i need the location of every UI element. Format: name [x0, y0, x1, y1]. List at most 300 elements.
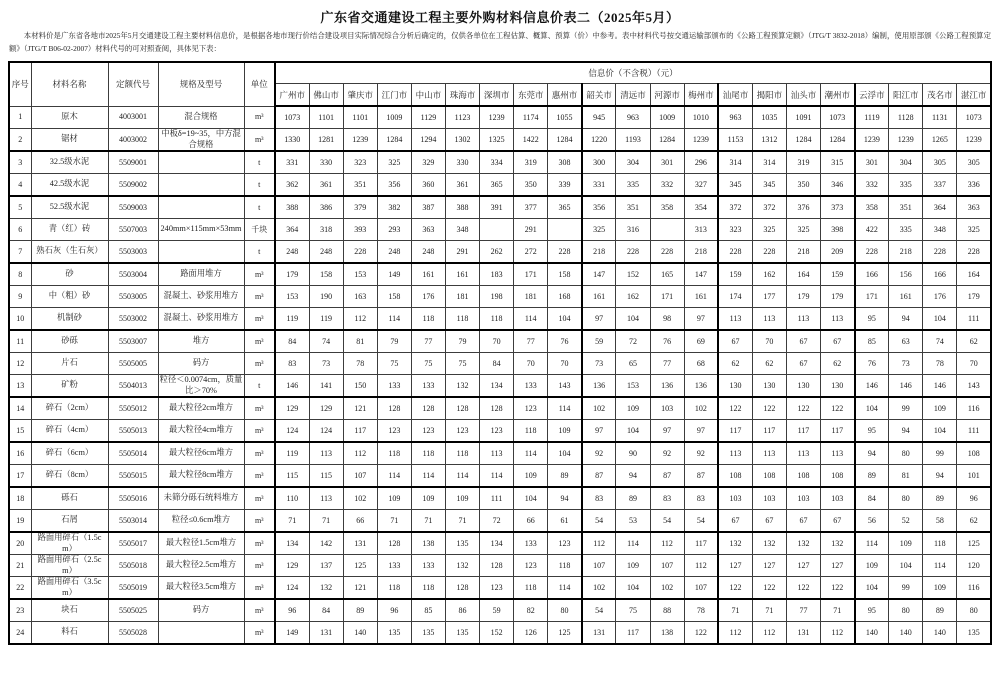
code-cell: 5505016	[108, 487, 158, 510]
price-cell: 83	[582, 487, 616, 510]
unit-cell: m³	[244, 286, 275, 308]
price-cell: 163	[343, 286, 377, 308]
price-cell: 164	[957, 263, 991, 286]
price-cell: 123	[480, 420, 514, 443]
seq-cell: 10	[9, 308, 31, 331]
price-cell: 364	[923, 196, 957, 219]
price-cell: 228	[957, 241, 991, 264]
price-cell: 334	[480, 151, 514, 174]
table-row	[9, 555, 991, 577]
price-cell: 156	[889, 263, 923, 286]
price-cell: 1294	[411, 129, 445, 152]
seq-cell: 17	[9, 465, 31, 488]
price-cell: 89	[923, 487, 957, 510]
price-cell: 118	[411, 577, 445, 600]
price-cell: 1035	[752, 106, 786, 129]
price-cell: 132	[786, 532, 820, 555]
price-cell: 108	[957, 442, 991, 465]
price-cell: 102	[343, 487, 377, 510]
price-cell: 87	[650, 465, 684, 488]
seq-cell: 20	[9, 532, 31, 555]
price-cell: 118	[377, 442, 411, 465]
price-cell: 63	[889, 330, 923, 353]
price-cell: 1239	[957, 129, 991, 152]
spec-cell: 码方	[158, 599, 244, 622]
price-cell: 71	[309, 510, 343, 533]
table-row	[9, 330, 991, 353]
price-cell: 147	[684, 263, 718, 286]
price-cell: 104	[923, 308, 957, 331]
price-cell: 84	[309, 599, 343, 622]
price-cell: 1128	[889, 106, 923, 129]
price-cell: 218	[684, 241, 718, 264]
price-cell: 146	[889, 375, 923, 398]
spec-cell: 路面用堆方	[158, 263, 244, 286]
price-cell: 114	[445, 465, 479, 488]
col-header-code: 定额代号	[108, 62, 158, 106]
price-cell: 153	[343, 263, 377, 286]
price-cell: 325	[786, 219, 820, 241]
price-cell: 67	[718, 510, 752, 533]
price-cell: 117	[684, 532, 718, 555]
price-cell: 118	[445, 442, 479, 465]
price-cell: 165	[650, 263, 684, 286]
price-cell: 125	[548, 622, 582, 645]
price-cell: 147	[582, 263, 616, 286]
price-cell: 331	[275, 151, 309, 174]
price-cell: 67	[821, 330, 855, 353]
price-cell: 67	[786, 510, 820, 533]
price-cell: 131	[343, 532, 377, 555]
price-cell: 131	[582, 622, 616, 645]
price-cell: 1009	[650, 106, 684, 129]
price-cell: 118	[923, 532, 957, 555]
price-cell: 89	[548, 465, 582, 488]
price-cell: 77	[786, 599, 820, 622]
table-row	[9, 599, 991, 622]
price-cell: 65	[616, 353, 650, 375]
price-cell: 61	[548, 510, 582, 533]
price-cell: 177	[752, 286, 786, 308]
material-name-cell: 料石	[31, 622, 108, 645]
price-cell: 179	[957, 286, 991, 308]
price-cell: 1312	[752, 129, 786, 152]
price-cell: 54	[684, 510, 718, 533]
material-name-cell: 砂砾	[31, 330, 108, 353]
price-cell: 358	[855, 196, 889, 219]
price-cell: 362	[275, 174, 309, 197]
code-cell: 5505005	[108, 353, 158, 375]
spec-cell	[158, 241, 244, 264]
price-cell: 112	[821, 622, 855, 645]
price-cell: 131	[786, 622, 820, 645]
price-cell: 301	[650, 151, 684, 174]
unit-cell: m³	[244, 510, 275, 533]
code-cell: 4003002	[108, 129, 158, 152]
price-cell: 351	[889, 196, 923, 219]
price-cell: 62	[718, 353, 752, 375]
price-cell: 308	[548, 151, 582, 174]
price-cell: 363	[957, 196, 991, 219]
price-cell: 158	[309, 263, 343, 286]
spec-cell	[158, 151, 244, 174]
price-cell: 96	[957, 487, 991, 510]
price-cell: 94	[548, 487, 582, 510]
price-cell: 84	[855, 487, 889, 510]
material-name-cell: 路面用碎石（2.5cm）	[31, 555, 108, 577]
price-cell: 218	[889, 241, 923, 264]
price-cell: 120	[957, 555, 991, 577]
price-cell: 128	[480, 397, 514, 420]
price-cell: 67	[786, 353, 820, 375]
price-cell: 335	[889, 174, 923, 197]
price-cell: 325	[752, 219, 786, 241]
price-cell: 164	[786, 263, 820, 286]
price-cell: 109	[889, 532, 923, 555]
table-body	[9, 106, 991, 644]
price-cell: 72	[616, 330, 650, 353]
price-cell: 132	[752, 532, 786, 555]
price-cell: 325	[582, 219, 616, 241]
price-cell: 136	[684, 375, 718, 398]
price-cell: 131	[309, 622, 343, 645]
price-cell: 332	[855, 174, 889, 197]
price-cell: 132	[718, 532, 752, 555]
price-cell: 314	[718, 151, 752, 174]
price-cell: 300	[582, 151, 616, 174]
price-cell: 1302	[445, 129, 479, 152]
price-cell: 142	[309, 532, 343, 555]
price-cell: 171	[514, 263, 548, 286]
price-cell: 161	[684, 286, 718, 308]
price-cell: 119	[275, 442, 309, 465]
city-header: 江门市	[377, 84, 411, 107]
price-cell: 945	[582, 106, 616, 129]
price-cell: 104	[855, 577, 889, 600]
city-header: 清远市	[616, 84, 650, 107]
unit-cell: m³	[244, 420, 275, 443]
price-cell: 146	[275, 375, 309, 398]
price-cell: 89	[343, 599, 377, 622]
price-cell: 356	[377, 174, 411, 197]
price-cell: 135	[957, 622, 991, 645]
price-cell: 171	[855, 286, 889, 308]
price-cell: 140	[923, 622, 957, 645]
price-cell: 82	[514, 599, 548, 622]
price-cell: 83	[650, 487, 684, 510]
price-cell: 75	[616, 599, 650, 622]
city-header: 云浮市	[855, 84, 889, 107]
price-cell: 67	[786, 330, 820, 353]
price-cell: 70	[548, 353, 582, 375]
price-cell: 97	[582, 420, 616, 443]
price-cell: 228	[752, 241, 786, 264]
price-cell: 62	[957, 510, 991, 533]
price-cell: 348	[445, 219, 479, 241]
price-cell: 132	[309, 577, 343, 600]
price-cell: 109	[616, 397, 650, 420]
seq-cell: 24	[9, 622, 31, 645]
price-cell: 73	[582, 353, 616, 375]
city-header: 河源市	[650, 84, 684, 107]
price-cell: 101	[957, 465, 991, 488]
price-cell: 96	[275, 599, 309, 622]
price-cell: 176	[411, 286, 445, 308]
price-cell: 138	[411, 532, 445, 555]
unit-cell: m³	[244, 330, 275, 353]
price-cell: 963	[718, 106, 752, 129]
spec-cell: 最大粒径3.5cm堆方	[158, 577, 244, 600]
price-cell: 228	[650, 241, 684, 264]
price-cell: 323	[718, 219, 752, 241]
price-cell: 133	[514, 532, 548, 555]
price-cell: 335	[889, 219, 923, 241]
price-cell: 190	[309, 286, 343, 308]
city-header: 汕尾市	[718, 84, 752, 107]
price-cell: 127	[786, 555, 820, 577]
price-cell: 122	[786, 577, 820, 600]
unit-cell: m³	[244, 353, 275, 375]
material-name-cell: 52.5级水泥	[31, 196, 108, 219]
price-cell: 146	[855, 375, 889, 398]
price-cell: 228	[548, 241, 582, 264]
material-name-cell: 石屑	[31, 510, 108, 533]
price-cell: 107	[343, 465, 377, 488]
price-cell: 161	[411, 263, 445, 286]
price-cell: 1284	[821, 129, 855, 152]
price-cell: 115	[309, 465, 343, 488]
price-cell: 361	[309, 174, 343, 197]
price-cell: 103	[786, 487, 820, 510]
spec-cell: 混合规格	[158, 106, 244, 129]
code-cell: 5509001	[108, 151, 158, 174]
price-cell: 111	[957, 308, 991, 331]
price-cell: 365	[548, 196, 582, 219]
price-cell	[548, 219, 582, 241]
price-cell: 80	[889, 442, 923, 465]
price-cell: 113	[821, 442, 855, 465]
price-cell: 291	[514, 219, 548, 241]
price-cell: 364	[275, 219, 309, 241]
price-cell: 1119	[855, 106, 889, 129]
code-cell: 5505012	[108, 397, 158, 420]
unit-cell: m³	[244, 106, 275, 129]
price-cell: 71	[718, 599, 752, 622]
price-cell: 143	[957, 375, 991, 398]
price-cell: 1091	[786, 106, 820, 129]
price-cell: 228	[343, 241, 377, 264]
price-cell: 128	[480, 555, 514, 577]
seq-cell: 21	[9, 555, 31, 577]
price-cell: 70	[480, 330, 514, 353]
price-cell: 386	[309, 196, 343, 219]
price-cell: 129	[275, 397, 309, 420]
table-row	[9, 375, 991, 398]
price-cell: 360	[411, 174, 445, 197]
price-cell: 117	[343, 420, 377, 443]
price-cell: 335	[616, 174, 650, 197]
price-cell: 361	[445, 174, 479, 197]
price-cell: 153	[616, 375, 650, 398]
price-cell: 161	[445, 263, 479, 286]
price-cell: 393	[343, 219, 377, 241]
price-cell: 71	[752, 599, 786, 622]
price-cell: 304	[616, 151, 650, 174]
price-cell: 103	[821, 487, 855, 510]
price-cell: 107	[582, 555, 616, 577]
table-row	[9, 420, 991, 443]
city-header: 东莞市	[514, 84, 548, 107]
price-cell: 123	[445, 420, 479, 443]
price-cell: 75	[411, 353, 445, 375]
price-cell: 107	[650, 555, 684, 577]
price-cell: 132	[445, 555, 479, 577]
unit-cell: m³	[244, 599, 275, 622]
price-cell: 112	[650, 532, 684, 555]
price-cell: 130	[786, 375, 820, 398]
price-cell: 158	[377, 286, 411, 308]
unit-cell: t	[244, 174, 275, 197]
price-cell: 114	[548, 397, 582, 420]
price-cell: 111	[957, 420, 991, 443]
price-cell: 376	[786, 196, 820, 219]
price-cell: 121	[343, 577, 377, 600]
price-cell: 62	[957, 330, 991, 353]
col-header-spec: 规格及型号	[158, 62, 244, 106]
price-cell: 122	[786, 397, 820, 420]
code-cell: 5503003	[108, 241, 158, 264]
price-cell: 315	[821, 151, 855, 174]
price-cell: 123	[411, 420, 445, 443]
code-cell: 5505014	[108, 442, 158, 465]
price-cell: 162	[616, 286, 650, 308]
price-cell: 128	[445, 577, 479, 600]
price-cell: 218	[786, 241, 820, 264]
table-row	[9, 442, 991, 465]
seq-cell: 5	[9, 196, 31, 219]
unit-cell: t	[244, 151, 275, 174]
price-cell	[480, 219, 514, 241]
price-cell: 114	[480, 465, 514, 488]
code-cell: 5505028	[108, 622, 158, 645]
price-cell: 58	[923, 510, 957, 533]
price-cell: 1220	[582, 129, 616, 152]
seq-cell: 7	[9, 241, 31, 264]
code-cell: 5509003	[108, 196, 158, 219]
price-cell: 122	[752, 577, 786, 600]
unit-cell: t	[244, 375, 275, 398]
table-row	[9, 174, 991, 197]
price-cell: 350	[514, 174, 548, 197]
price-cell: 296	[684, 151, 718, 174]
spec-cell: 码方	[158, 353, 244, 375]
price-cell: 114	[923, 555, 957, 577]
price-cell: 149	[275, 622, 309, 645]
price-cell: 218	[582, 241, 616, 264]
price-cell: 161	[582, 286, 616, 308]
material-name-cell: 砂	[31, 263, 108, 286]
price-cell: 69	[684, 330, 718, 353]
price-cell: 293	[377, 219, 411, 241]
price-cell: 123	[548, 532, 582, 555]
price-cell: 94	[855, 442, 889, 465]
seq-cell: 6	[9, 219, 31, 241]
price-cell: 117	[752, 420, 786, 443]
price-cell: 1009	[377, 106, 411, 129]
price-cell: 382	[377, 196, 411, 219]
table-row	[9, 129, 991, 152]
unit-cell: m³	[244, 129, 275, 152]
price-cell	[650, 219, 684, 241]
price-cell: 1239	[889, 129, 923, 152]
price-cell: 124	[275, 420, 309, 443]
price-cell: 79	[377, 330, 411, 353]
price-cell: 71	[377, 510, 411, 533]
price-cell: 113	[309, 487, 343, 510]
price-cell: 108	[821, 465, 855, 488]
material-name-cell: 中（粗）砂	[31, 286, 108, 308]
price-cell: 119	[309, 308, 343, 331]
price-cell: 77	[514, 330, 548, 353]
price-cell: 86	[445, 599, 479, 622]
code-cell: 5503007	[108, 330, 158, 353]
price-cell: 1239	[480, 106, 514, 129]
price-cell: 94	[616, 465, 650, 488]
code-cell: 5504013	[108, 375, 158, 398]
price-cell: 109	[855, 555, 889, 577]
price-cell: 122	[821, 397, 855, 420]
price-cell: 146	[923, 375, 957, 398]
price-cell: 104	[616, 420, 650, 443]
price-cell: 54	[582, 599, 616, 622]
price-cell: 1174	[514, 106, 548, 129]
city-header: 阳江市	[889, 84, 923, 107]
price-cell: 291	[445, 241, 479, 264]
price-cell: 358	[650, 196, 684, 219]
price-cell: 166	[855, 263, 889, 286]
price-cell: 79	[445, 330, 479, 353]
price-cell: 104	[548, 442, 582, 465]
price-cell: 316	[616, 219, 650, 241]
price-cell: 71	[821, 599, 855, 622]
price-cell: 153	[275, 286, 309, 308]
price-cell: 118	[411, 308, 445, 331]
seq-cell: 1	[9, 106, 31, 129]
city-header: 广州市	[275, 84, 309, 107]
table-row	[9, 577, 991, 600]
price-cell: 104	[548, 308, 582, 331]
spec-cell: 最大粒径8cm堆方	[158, 465, 244, 488]
price-cell: 114	[514, 442, 548, 465]
price-cell: 89	[855, 465, 889, 488]
price-cell: 1239	[684, 129, 718, 152]
price-cell: 72	[480, 510, 514, 533]
price-cell: 1131	[923, 106, 957, 129]
price-cell: 134	[480, 375, 514, 398]
price-cell: 133	[411, 555, 445, 577]
price-cell: 130	[752, 375, 786, 398]
price-cell: 1284	[786, 129, 820, 152]
price-cell: 102	[582, 577, 616, 600]
price-cell: 135	[445, 532, 479, 555]
price-cell: 150	[343, 375, 377, 398]
price-cell: 141	[309, 375, 343, 398]
price-cell: 74	[923, 330, 957, 353]
price-cell: 70	[514, 353, 548, 375]
price-cell: 174	[718, 286, 752, 308]
price-cell: 104	[616, 577, 650, 600]
seq-cell: 12	[9, 353, 31, 375]
